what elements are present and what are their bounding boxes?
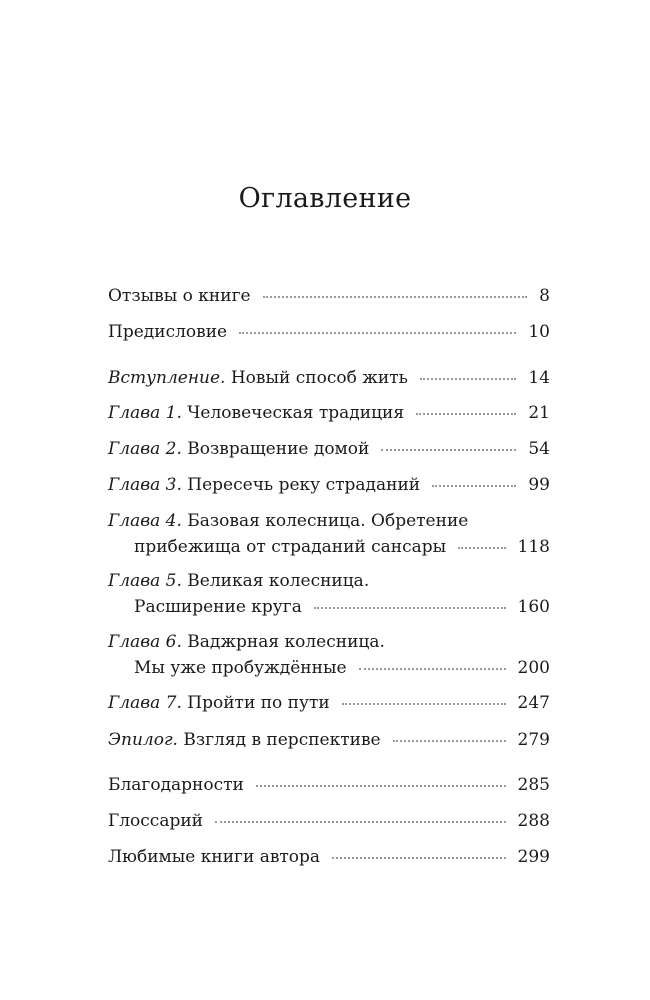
toc-entry-label: Великая колесница. (187, 571, 370, 591)
toc-entry-page: 288 (517, 811, 550, 831)
toc-entry-label: Человеческая традиция (187, 403, 405, 423)
dot-leader (381, 448, 516, 451)
toc-entry-label: Глоссарий (108, 811, 204, 831)
toc-entry-label: Новый способ жить (230, 368, 408, 388)
toc-entry-page: 54 (528, 439, 550, 459)
toc-entry-page: 285 (517, 775, 550, 795)
toc-entry-label: Пройти по пути (187, 693, 330, 713)
toc-entry-label-continued: прибежища от страданий сансары (134, 537, 447, 557)
toc-entry-label-continued: Расширение круга (134, 597, 302, 617)
dot-leader (359, 667, 506, 670)
toc-entry-prefix: Глава 6. (108, 632, 182, 652)
toc-entry-prefix: Эпилог. (108, 730, 178, 750)
toc-entry-chapter-6[interactable] (108, 630, 550, 680)
toc-entry-page: 118 (517, 537, 550, 557)
toc-entry-reviews[interactable] (108, 284, 550, 308)
toc-entry-label: Любимые книги автора (108, 847, 321, 867)
dot-leader (416, 412, 516, 415)
toc-entry-preface[interactable] (108, 320, 550, 344)
toc-entry-page: 99 (528, 475, 550, 495)
page-title: Оглавление (238, 183, 412, 214)
dot-leader (256, 784, 506, 787)
toc-entry-acknowledgements[interactable] (108, 773, 550, 797)
toc-entry-label: Отзывы о книге (108, 286, 251, 306)
toc-entry-prefix: Глава 5. (108, 571, 182, 591)
toc-entry-label: Пересечь реку страданий (187, 475, 421, 495)
toc-entry-label: Благодарности (108, 775, 244, 795)
toc-entry-page: 279 (517, 730, 550, 750)
toc-entry-chapter-5[interactable] (108, 569, 550, 619)
dot-leader (314, 606, 506, 609)
toc-entry-label: Возвращение домой (187, 439, 370, 459)
toc-entry-label-continued: Мы уже пробуждённые (134, 658, 347, 678)
dot-leader (458, 546, 505, 549)
toc-entry-page: 299 (517, 847, 550, 867)
toc-entry-chapter-1[interactable] (108, 401, 550, 425)
toc-entry-chapter-7[interactable] (108, 691, 550, 715)
toc-entry-page: 8 (539, 286, 550, 306)
toc-entry-prefix: Вступление. (108, 368, 226, 388)
toc-entry-page: 200 (517, 658, 550, 678)
toc-entry-prefix: Глава 7. (108, 693, 182, 713)
toc-entry-chapter-4[interactable] (108, 509, 550, 559)
toc-entry-page: 14 (528, 368, 550, 388)
toc-entry-chapter-3[interactable] (108, 473, 550, 497)
dot-leader (239, 331, 516, 334)
dot-leader (342, 702, 506, 705)
toc-entry-introduction[interactable] (108, 366, 550, 390)
dot-leader (432, 484, 516, 487)
toc-entry-prefix: Глава 4. (108, 511, 182, 531)
toc-entry-glossary[interactable] (108, 809, 550, 833)
dot-leader (332, 856, 505, 859)
toc-entry-label: Базовая колесница. Обретение (187, 511, 469, 531)
toc-entry-page: 10 (528, 322, 550, 342)
toc-entry-chapter-2[interactable] (108, 437, 550, 461)
toc-entry-page: 247 (517, 693, 550, 713)
toc-entry-favorite-books[interactable] (108, 845, 550, 869)
dot-leader (393, 739, 506, 742)
toc-entry-label: Предисловие (108, 322, 228, 342)
toc-entry-prefix: Глава 3. (108, 475, 182, 495)
toc-entry-label: Ваджрная колесница. (187, 632, 385, 652)
toc-entry-page: 160 (517, 597, 550, 617)
toc-entry-prefix: Глава 2. (108, 439, 182, 459)
dot-leader (263, 295, 528, 298)
toc-entry-epilogue[interactable] (108, 728, 550, 752)
dot-leader (420, 377, 516, 380)
dot-leader (215, 820, 506, 823)
toc-entry-page: 21 (528, 403, 550, 423)
toc-entry-prefix: Глава 1. (108, 403, 182, 423)
toc-entry-label: Взгляд в перспективе (183, 730, 381, 750)
